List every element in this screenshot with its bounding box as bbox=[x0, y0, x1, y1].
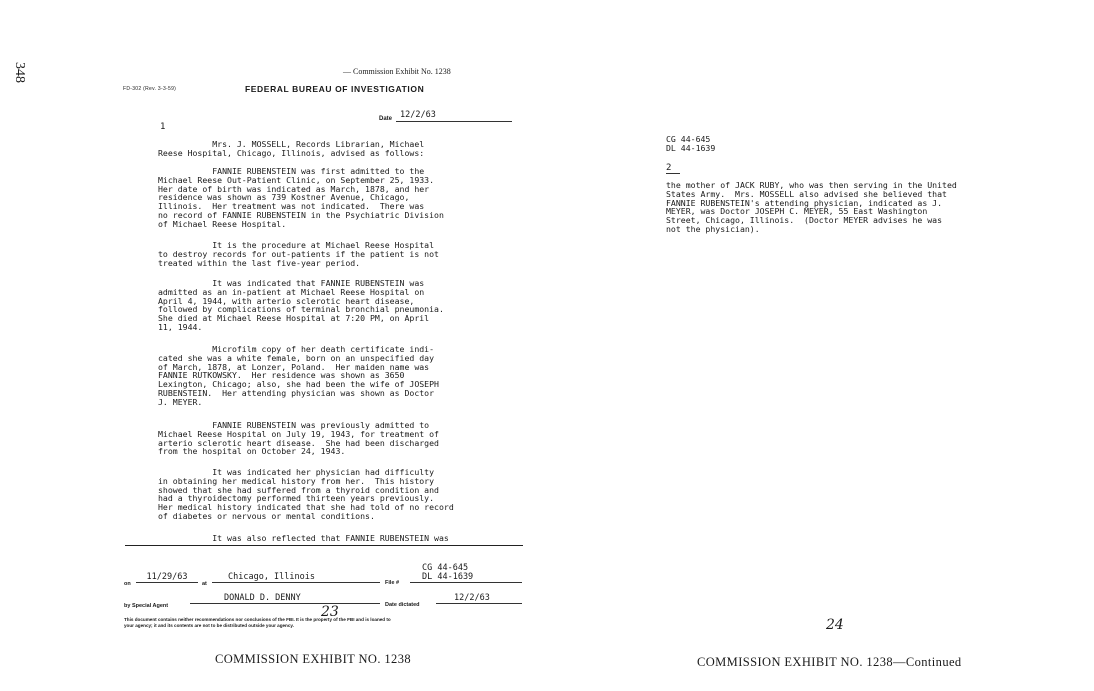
date-value-text: 12/2/63 bbox=[400, 110, 436, 120]
page-number: 348 bbox=[12, 62, 27, 83]
body-paragraph: FANNIE RUBENSTEIN was first admitted to the Michael Reese Out-Patient Clinic, on September 25, 1933. Her date of birth was indicated as March, 1878, and her residence was shown as 739 Kostner Avenue, Chicago, Illinois. Her treatment was not indicated. There was no record of FANNIE RUBENSTEIN in the Psychiatric Division of Michael Reese Hospital. bbox=[158, 166, 444, 229]
handwritten-page-number: 23 bbox=[321, 604, 339, 620]
body-paragraph: the mother of JACK RUBY, who was then serving in the United States Army. Mrs. MOSSELL also advised she believed that FANNIE RUBENSTEIN's attending physician, indicated as J. MEYER, was Doctor JOSEPH C. MEYER, 55 East Washington Street, Chicago, Illinois. (Doctor MEYER advises he was not the physician). bbox=[666, 180, 957, 234]
file-references: CG 44-645 DL 44-1639 bbox=[666, 134, 716, 153]
body-paragraph: FANNIE RUBENSTEIN was previously admitted to Michael Reese Hospital on July 19, 1943, for treatment of arterio sclerotic heart disease. She had been discharged from the hospital on October 24, 1943. bbox=[158, 420, 439, 457]
body-paragraph: It was indicated that FANNIE RUBENSTEIN was admitted as an in-patient at Michael Reese Hospital on April 4, 1944, with arterio sclerotic heart disease, followed by complications of terminal bronchial pneumonia. She died at Michael Reese Hospital at 7:20 PM, on April 11, 1944. bbox=[158, 278, 444, 332]
agent-label: by Special Agent bbox=[124, 603, 169, 609]
exhibit-caption-continued: COMMISSION EXHIBIT NO. 1238—Continued bbox=[697, 655, 962, 669]
body-paragraph: It is the procedure at Michael Reese Hospital to destroy records for out-patients if the patient is not treated within the last five-year period. bbox=[158, 240, 439, 268]
agency-title: FEDERAL BUREAU OF INVESTIGATION bbox=[245, 84, 425, 94]
body-paragraph: It was also reflected that FANNIE RUBENSTEIN was bbox=[158, 533, 449, 543]
page-end-rule bbox=[125, 545, 523, 546]
body-paragraph: Mrs. J. MOSSELL, Records Librarian, Michael Reese Hospital, Chicago, Illinois, advised as follows: bbox=[158, 139, 425, 158]
interview-date: 11/29/63 bbox=[136, 572, 198, 583]
form-code: FD-302 (Rev. 3-3-59) bbox=[123, 86, 177, 92]
agent-name: DONALD D. DENNY bbox=[190, 593, 380, 604]
on-label: on bbox=[124, 581, 131, 587]
dictated-date: 12/2/63 bbox=[436, 593, 522, 604]
paragraph-number: 1 bbox=[160, 122, 166, 132]
file-label: File # bbox=[385, 580, 400, 586]
file-number-dl: DL 44-1639 bbox=[410, 572, 522, 583]
date-label: Date bbox=[379, 116, 393, 122]
dictated-label: Date dictated bbox=[385, 602, 420, 608]
interview-location: Chicago, Illinois bbox=[212, 572, 380, 583]
handwritten-page-number: 24 bbox=[826, 617, 844, 633]
exhibit-header: — Commission Exhibit No. 1238 bbox=[343, 67, 451, 76]
disclaimer: This document contains neither recommendations nor conclusions of the FBI. It is the property of the FBI and is loaned to your agency; it and its contents are not to be distributed outside your agency. bbox=[124, 617, 391, 628]
body-paragraph: Microfilm copy of her death certificate indi- cated she was a white female, born on an unspecified day of March, 1878, at Lonzer, Poland. Her maiden name was FANNIE RUTKOWSKY. Her residence was shown as 3650 Lexington, Chicago; also, she had been the wife of JOSEPH RUBENSTEIN. Her attending physician was shown as Doctor J. MEYER. bbox=[158, 344, 439, 407]
body-paragraph: It was indicated her physician had difficulty in obtaining her medical history from her. This history showed that she had suffered from a thyroid condition and had a thyroidectomy performed thirteen years previously. Her medical history indicated that she had told of no record of diabetes or nervous or mental conditions. bbox=[158, 467, 454, 521]
paragraph-number: 2 bbox=[666, 163, 680, 174]
date-value bbox=[396, 110, 512, 122]
exhibit-caption: COMMISSION EXHIBIT NO. 1238 bbox=[215, 652, 411, 666]
file-number-cg: CG 44-645 bbox=[422, 563, 469, 573]
at-label: at bbox=[202, 581, 207, 587]
